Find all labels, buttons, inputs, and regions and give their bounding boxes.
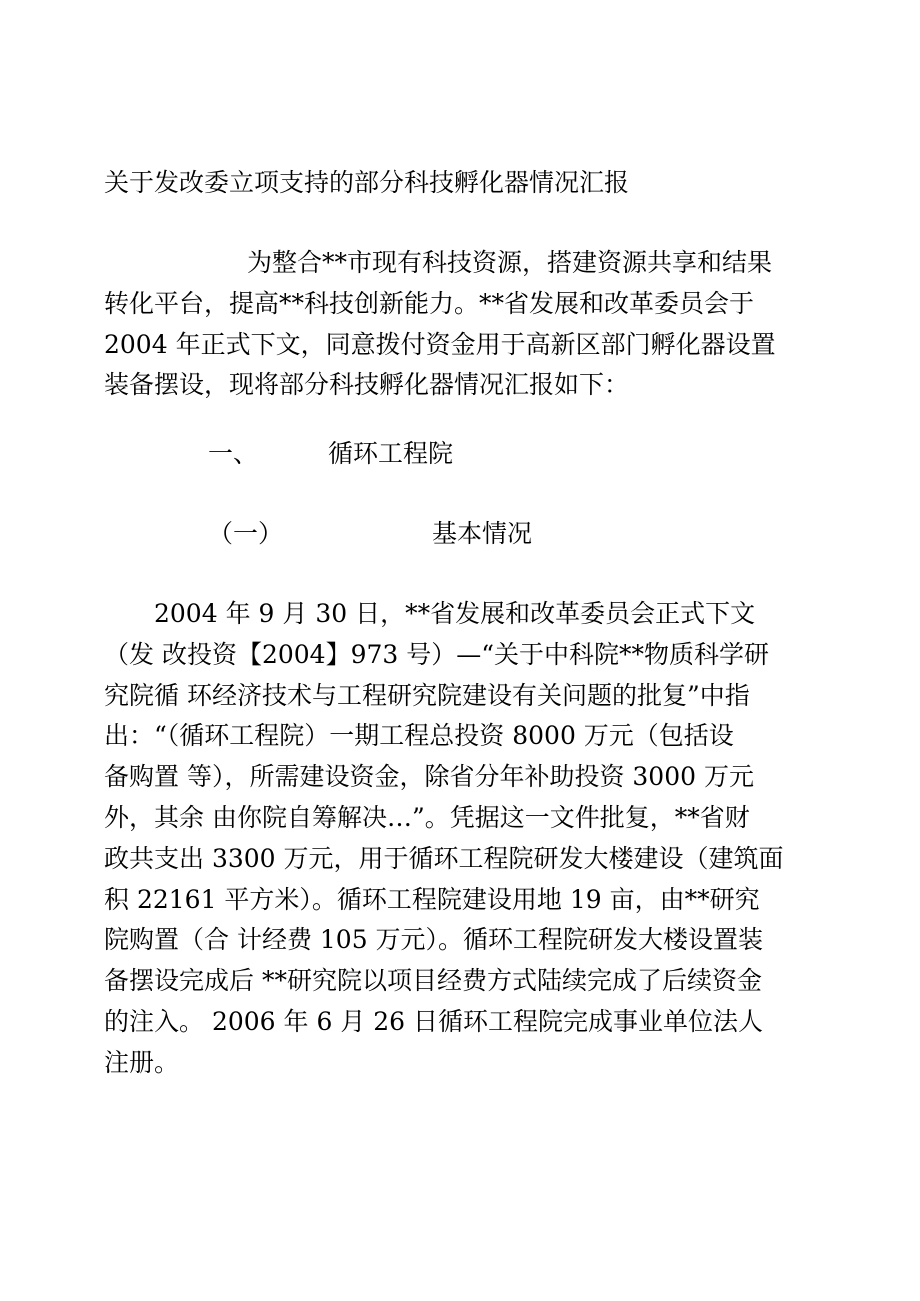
section-heading: 循环工程院: [328, 439, 454, 468]
body-line: 政共支出 3300 万元，用于循环工程院研发大楼建设（建筑面: [104, 843, 784, 873]
body-paragraph: [104, 594, 816, 1084]
subsection-number: （一）: [208, 519, 284, 548]
intro-line: 转化平台，提高**科技创新能力。**省发展和改革委员会于: [104, 288, 755, 318]
body-line: 积 22161 平方米）。循环工程院建设用地 19 亩，由**研究: [104, 884, 760, 914]
intro-paragraph: [104, 243, 816, 406]
subsection-heading: 基本情况: [432, 519, 533, 548]
body-line: 2004 年 9 月 30 日，**省发展和改革委员会正式下文: [154, 599, 756, 628]
intro-line: 装备摆设，现将部分科技孵化器情况汇报如下：: [104, 370, 630, 400]
body-line: 究院循 环经济技术与工程研究院建设有关问题的批复”中指: [104, 680, 750, 710]
section-number: 一、: [208, 439, 259, 468]
body-line: （发 改投资【2004】973 号）—“关于中科院**物质科学研: [104, 639, 770, 669]
body-line: 外，其余 由你院自筹解决…”。凭据这一文件批复，**省财: [104, 802, 750, 832]
body-line: 注册。: [104, 1047, 180, 1077]
intro-line: 为整合**市现有科技资源，搭建资源共享和结果: [247, 248, 773, 277]
body-line: 的注入。 2006 年 6 月 26 日循环工程院完成事业单位法人: [104, 1006, 764, 1036]
body-line: 备购置 等），所需建设资金，除省分年补助投资 3000 万元: [104, 762, 754, 792]
intro-line: 2004 年正式下文，同意拨付资金用于高新区部门孵化器设置: [104, 329, 776, 359]
document-title: 关于发改委立项支持的部分科技孵化器情况汇报: [104, 168, 630, 197]
body-line: 出：“（循环工程院）一期工程总投资 8000 万元（包括设: [104, 721, 734, 751]
body-line: 院购置（合 计经费 105 万元）。循环工程院研发大楼设置装: [104, 925, 764, 955]
body-line: 备摆设完成后 **研究院以项目经费方式陆续完成了后续资金: [104, 966, 762, 996]
